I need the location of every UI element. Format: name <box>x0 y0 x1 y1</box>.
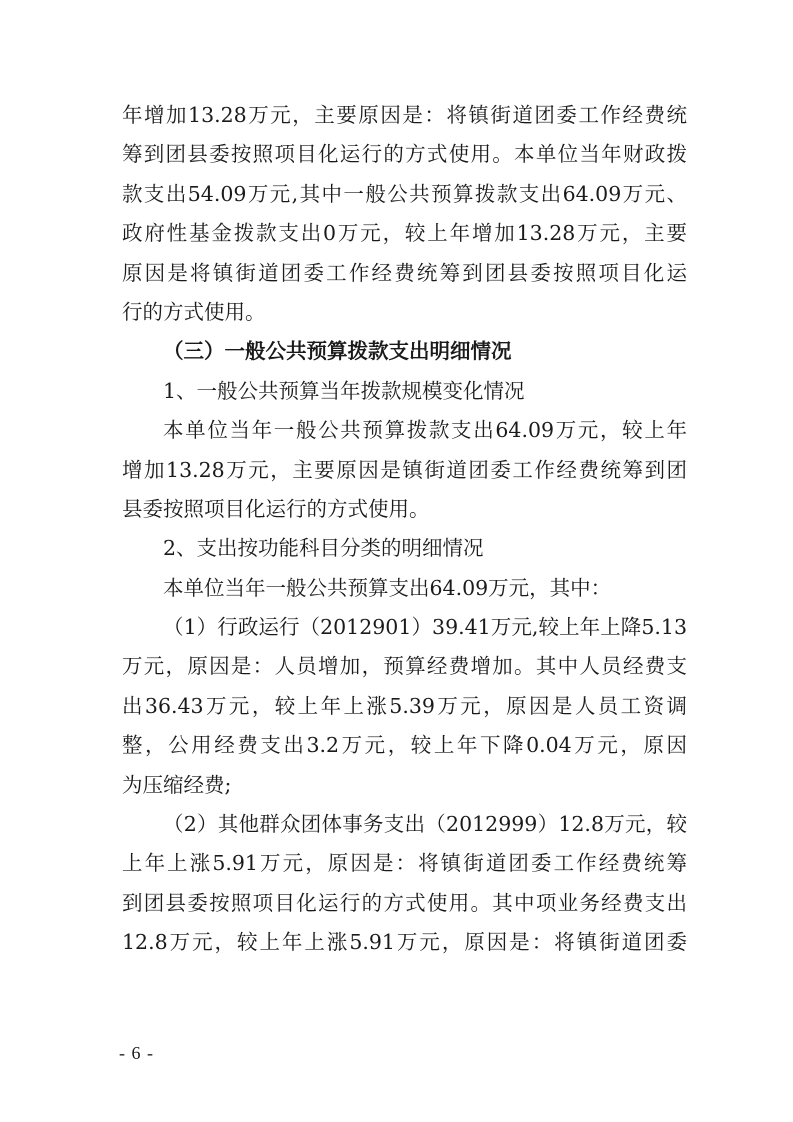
text-line: 政府性基金拨款支出0万元，较上年增加13.28万元，主要 <box>122 221 687 246</box>
text-line: 整，公用经费支出3.2万元，较上年下降0.04万元，原因 <box>122 733 687 758</box>
text-line: 1、一般公共预算当年拨款规模变化情况 <box>163 378 525 403</box>
text-line: 出36.43万元，较上年上涨5.39万元，原因是人员工资调 <box>122 693 687 718</box>
text-line: 本单位当年一般公共预算支出64.09万元，其中： <box>163 575 612 600</box>
text-line: 增加13.28万元，主要原因是镇街道团委工作经费统筹到团 <box>122 457 687 482</box>
text-line: 上年上涨5.91万元，原因是：将镇街道团委工作经费统筹 <box>122 851 687 876</box>
section-heading: （三）一般公共预算拨款支出明细情况 <box>163 339 512 364</box>
text-line: 县委按照项目化运行的方式使用。 <box>122 496 430 521</box>
text-line: 2、支出按功能科目分类的明细情况 <box>163 536 484 561</box>
text-line: 为压缩经费; <box>122 772 232 797</box>
text-line: 到团县委按照项目化运行的方式使用。其中项业务经费支出 <box>122 890 687 915</box>
text-line: （1）行政运行（2012901）39.41万元,较上年上降5.13 <box>163 615 687 640</box>
body-text <box>122 96 687 963</box>
text-line: 12.8万元，较上年上涨5.91万元，原因是：将镇街道团委 <box>122 930 687 955</box>
text-line: 筹到团县委按照项目化运行的方式使用。本单位当年财政拨 <box>122 142 687 167</box>
text-line: 原因是将镇街道团委工作经费统筹到团县委按照项目化运 <box>122 260 687 285</box>
page-number-text: - 6 - <box>119 1043 154 1063</box>
text-line: 万元，原因是：人员增加，预算经费增加。其中人员经费支 <box>122 654 687 679</box>
text-line: 本单位当年一般公共预算拨款支出64.09万元，较上年 <box>163 418 687 443</box>
text-line: 行的方式使用。 <box>122 299 266 324</box>
text-line: 年增加13.28万元，主要原因是：将镇街道团委工作经费统 <box>122 103 687 127</box>
text-line: 款支出54.09万元,其中一般公共预算拨款支出64.09万元、 <box>122 181 687 206</box>
text-line: （2）其他群众团体事务支出（2012999）12.8万元，较 <box>163 812 687 837</box>
page-number <box>0 1043 793 1064</box>
